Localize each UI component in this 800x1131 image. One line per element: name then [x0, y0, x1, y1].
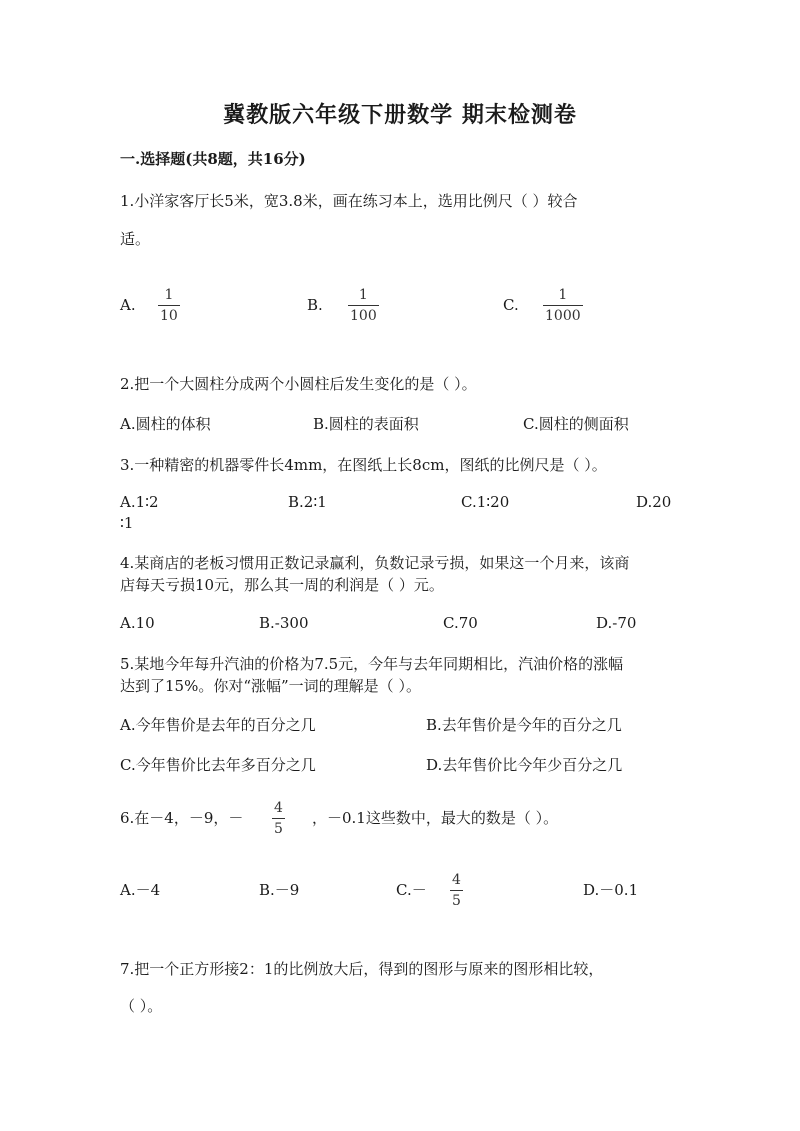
q7-text-line1: 7.把一个正方形接2：1的比例放大后，得到的图形与原来的图形相比较，: [120, 960, 604, 978]
q1-text-line1: 1.小洋家客厅长5米，宽3.8米，画在练习本上，选用比例尺（ ）较合: [120, 192, 578, 210]
q4-option-a: A.10: [120, 614, 155, 632]
q4-text-line1: 4.某商店的老板习惯用正数记录赢利，负数记录亏损，如果这一个月来，该商: [120, 554, 630, 572]
fraction-denominator: 100: [350, 308, 377, 324]
fraction-denominator: 10: [160, 308, 178, 324]
fraction-numerator: 4: [452, 872, 461, 888]
q4-option-d: D.-70: [596, 614, 637, 632]
q1-option-c-fraction: [543, 288, 583, 323]
q6-option-a: A.－4: [120, 881, 161, 899]
q6-option-d: D.－0.1: [583, 881, 639, 899]
fraction-numerator: 1: [358, 287, 368, 303]
q5-text-line1: 5.某地今年每升汽油的价格为7.5元，今年与去年同期相比，汽油价格的涨幅: [120, 655, 624, 673]
q3-text: 3.一种精密的机器零件长4mm，在图纸上长8cm，图纸的比例尺是（ ）。: [120, 456, 607, 474]
q5-option-d: D.去年售价比今年少百分之几: [426, 756, 623, 774]
section-heading: 一.选择题(共8题，共16分): [120, 150, 306, 168]
fraction-denominator: 5: [452, 893, 461, 909]
page-title: 冀教版六年级下册数学 期末检测卷: [223, 102, 577, 128]
fraction-denominator: 5: [274, 821, 283, 837]
q1-text-line2: 适。: [120, 230, 151, 248]
q6-text-prefix: 6.在－4，－9，－: [120, 809, 244, 827]
fraction-denominator: 1000: [545, 308, 581, 324]
q6-option-c-fraction: [450, 873, 463, 908]
q1-option-a-fraction: [158, 288, 180, 323]
q6-option-c: C.－: [396, 881, 427, 899]
q6-text-suffix: ，－0.1这些数中，最大的数是（ ）。: [312, 809, 559, 827]
q5-option-a: A.今年售价是去年的百分之几: [120, 716, 316, 734]
q3-option-c: C.1∶20: [461, 493, 510, 511]
q1-option-a-label: A.: [120, 296, 136, 314]
q4-text-line2: 店每天亏损10元，那么其一周的利润是（ ）元。: [120, 576, 444, 594]
q4-option-c: C.70: [443, 614, 478, 632]
q2-option-b: B.圆柱的表面积: [313, 415, 419, 433]
q3-option-a: A.1∶2: [120, 493, 159, 511]
q6-fraction: [272, 801, 285, 836]
q1-option-b-label: B.: [307, 296, 323, 314]
q1-option-c-label: C.: [503, 296, 519, 314]
q4-option-b: B.-300: [259, 614, 309, 632]
q5-option-b: B.去年售价是今年的百分之几: [426, 716, 622, 734]
fraction-numerator: 1: [164, 287, 174, 303]
q6-option-b: B.－9: [259, 881, 300, 899]
q1-option-b-fraction: [348, 288, 379, 323]
q3-option-b: B.2∶1: [288, 493, 327, 511]
q2-option-a: A.圆柱的体积: [120, 415, 211, 433]
fraction-numerator: 4: [274, 800, 283, 816]
q2-option-c: C.圆柱的侧面积: [523, 415, 629, 433]
q3-option-d-wrap: ∶1: [120, 514, 134, 532]
fraction-numerator: 1: [558, 287, 568, 303]
q5-text-line2: 达到了15%。你对“涨幅”一词的理解是（ ）。: [120, 677, 421, 695]
q7-text-line2: （ ）。: [120, 997, 163, 1015]
q2-text: 2.把一个大圆柱分成两个小圆柱后发生变化的是（ ）。: [120, 375, 477, 393]
q5-option-c: C.今年售价比去年多百分之几: [120, 756, 316, 774]
q3-option-d: D.20: [636, 493, 672, 511]
